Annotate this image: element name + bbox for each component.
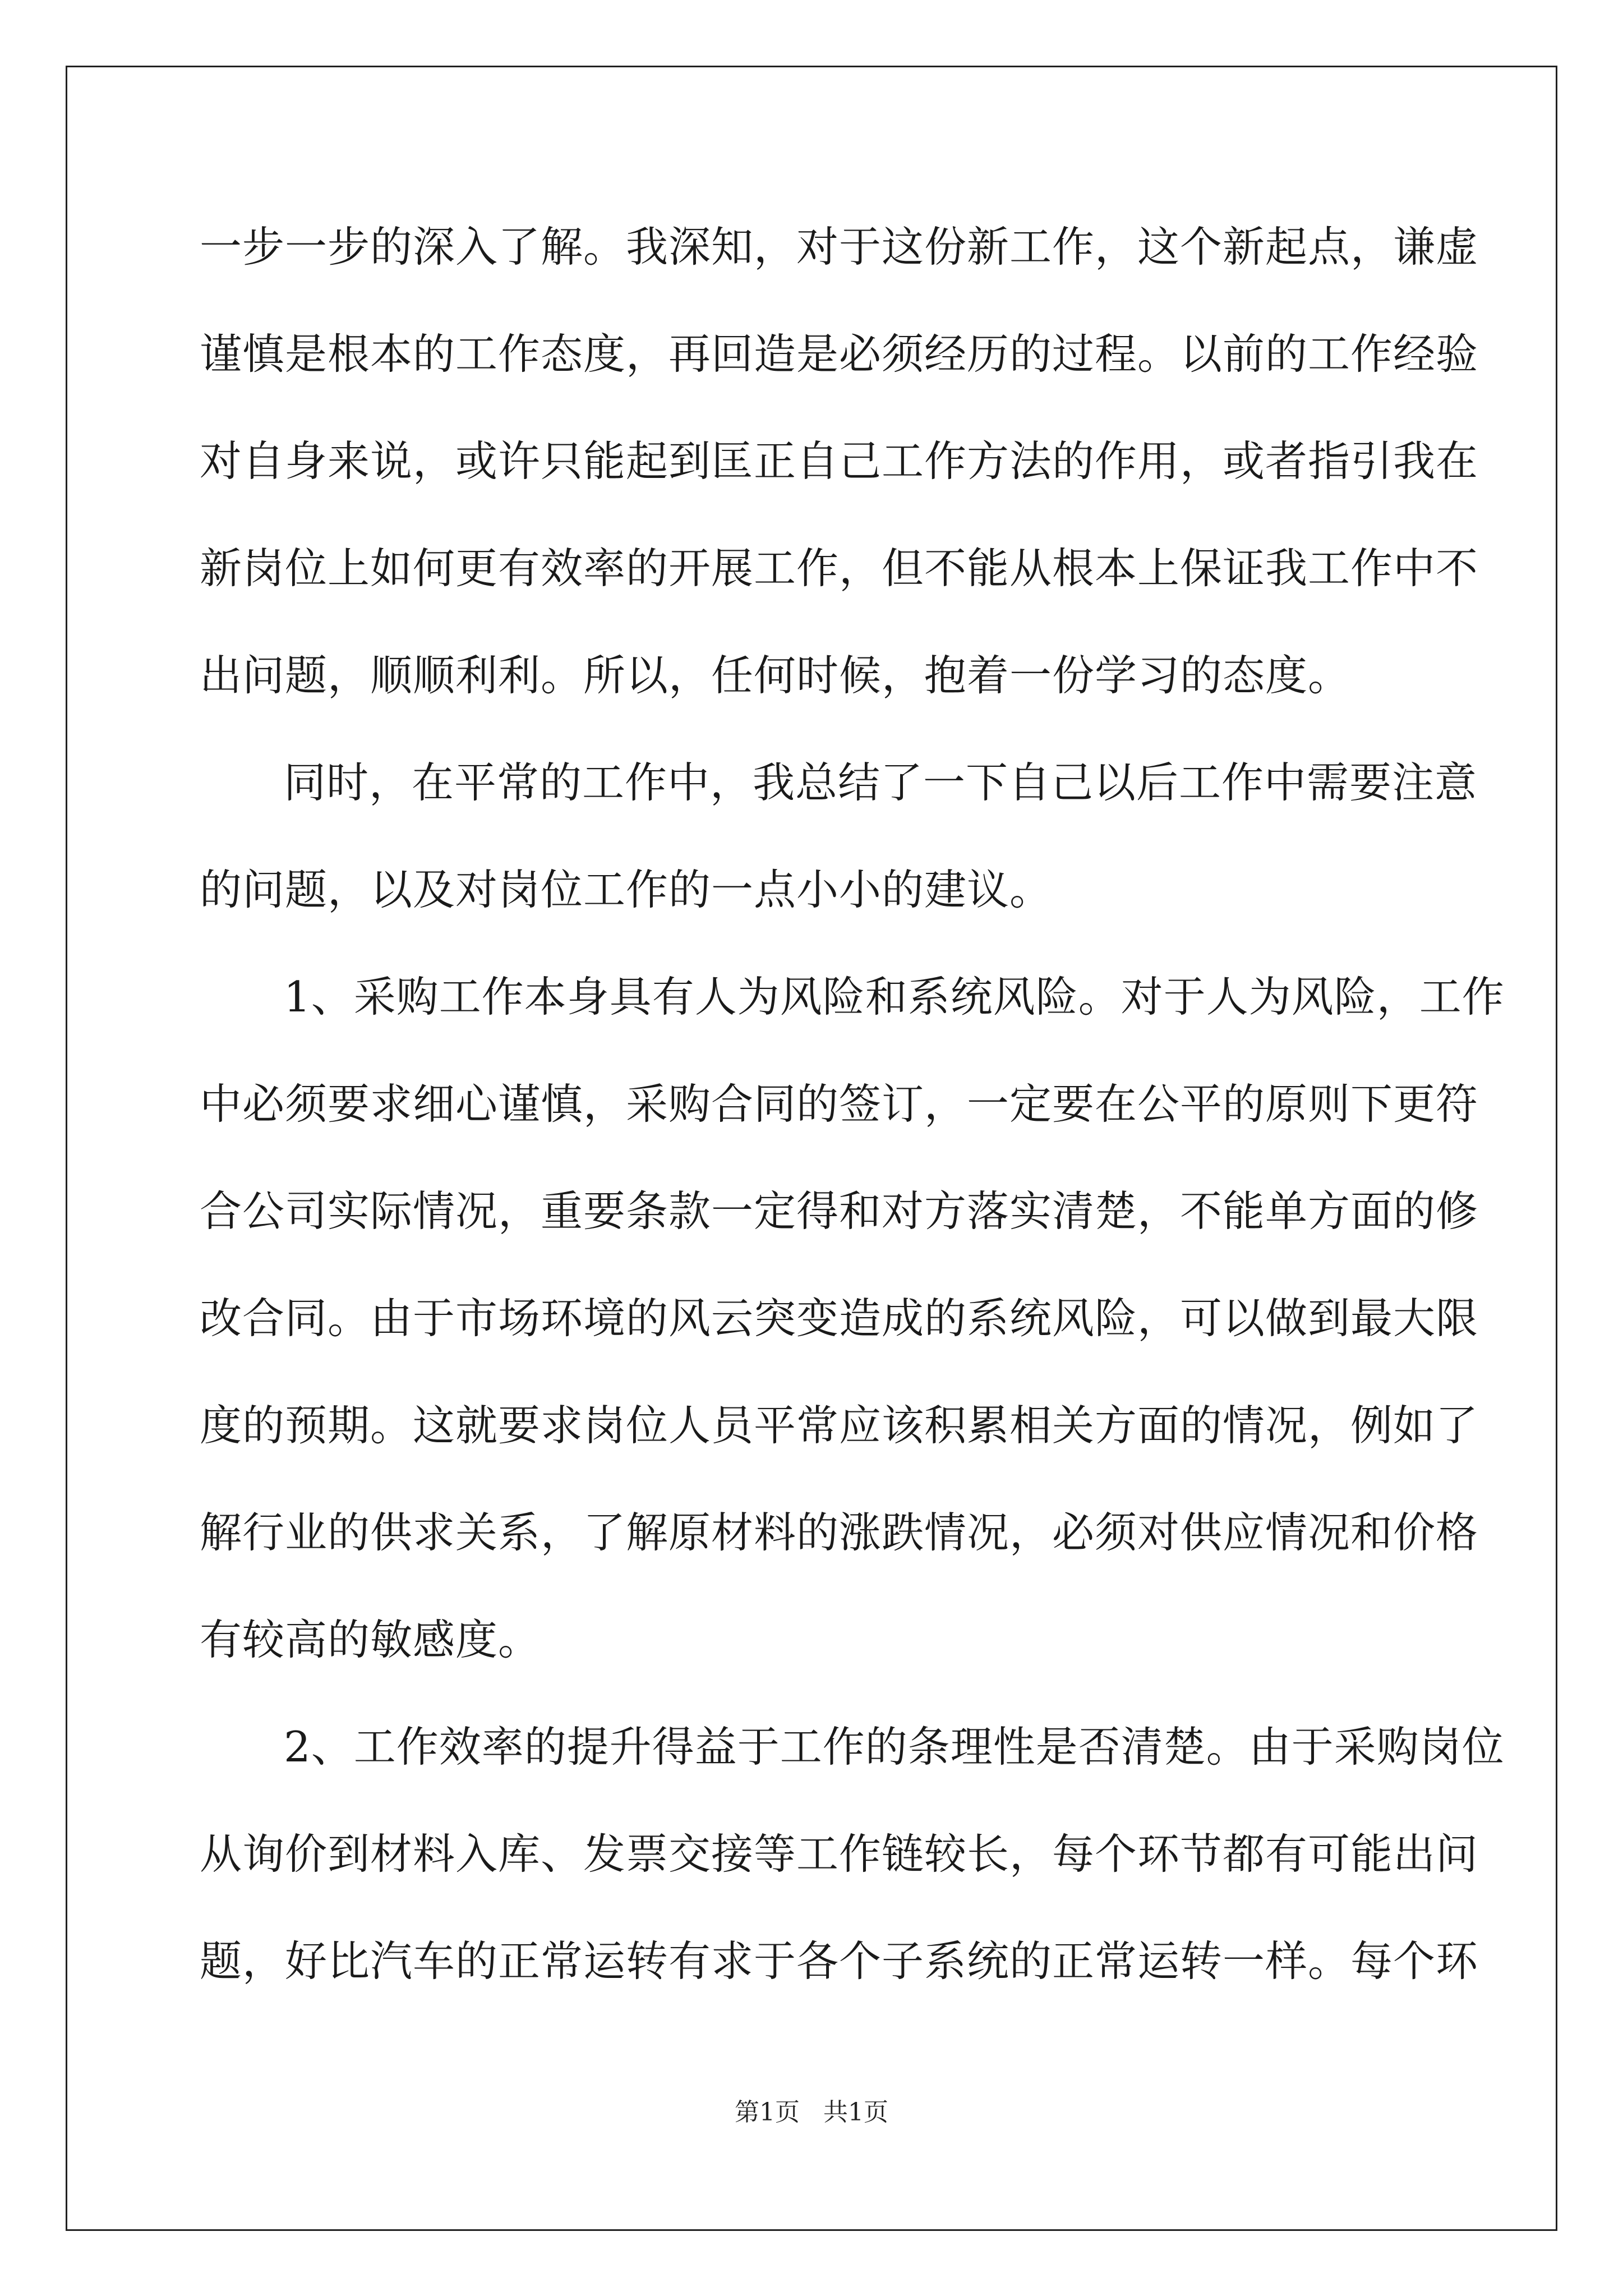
text-line: 题，好比汽车的正常运转有求于各个子系统的正常运转一样。每个环 — [200, 1936, 1479, 1986]
text-line: 有较高的敏感度。 — [200, 1615, 541, 1664]
text-line: 中必须要求细心谨慎，采购合同的签订，一定要在公平的原则下更符 — [200, 1079, 1479, 1129]
text-line: 出问题，顺顺利利。所以，任何时候，抱着一份学习的态度。 — [200, 651, 1351, 700]
text-line: 合公司实际情况，重要条款一定得和对方落实清楚，不能单方面的修 — [200, 1186, 1479, 1236]
text-line: 同时，在平常的工作中，我总结了一下自己以后工作中需要注意 — [284, 758, 1478, 807]
text-line: 的问题，以及对岗位工作的一点小小的建议。 — [200, 865, 1053, 914]
text-line: 1、采购工作本身具有人为风险和系统风险。对于人为风险，工作 — [284, 972, 1505, 1022]
text-line: 解行业的供求关系，了解原材料的涨跌情况，必须对供应情况和价格 — [200, 1508, 1479, 1557]
text-line: 从询价到材料入库、发票交接等工作链较长，每个环节都有可能出问 — [200, 1829, 1479, 1879]
document-body — [200, 213, 1505, 2035]
text-line: 度的预期。这就要求岗位人员平常应该积累相关方面的情况，例如了 — [200, 1401, 1479, 1450]
page-number-footer: 第1页 共1页 — [735, 2098, 888, 2127]
text-line: 一步一步的深入了解。我深知，对于这份新工作，这个新起点，谦虚 — [200, 222, 1479, 272]
text-line: 对自身来说，或许只能起到匡正自己工作方法的作用，或者指引我在 — [200, 436, 1479, 486]
text-line: 新岗位上如何更有效率的开展工作，但不能从根本上保证我工作中不 — [200, 544, 1479, 593]
text-line: 谨慎是根本的工作态度，再回造是必须经历的过程。以前的工作经验 — [200, 329, 1479, 379]
text-line: 2、工作效率的提升得益于工作的条理性是否清楚。由于采购岗位 — [284, 1722, 1505, 1772]
text-line: 改合同。由于市场环境的风云突变造成的系统风险，可以做到最大限 — [200, 1294, 1479, 1343]
